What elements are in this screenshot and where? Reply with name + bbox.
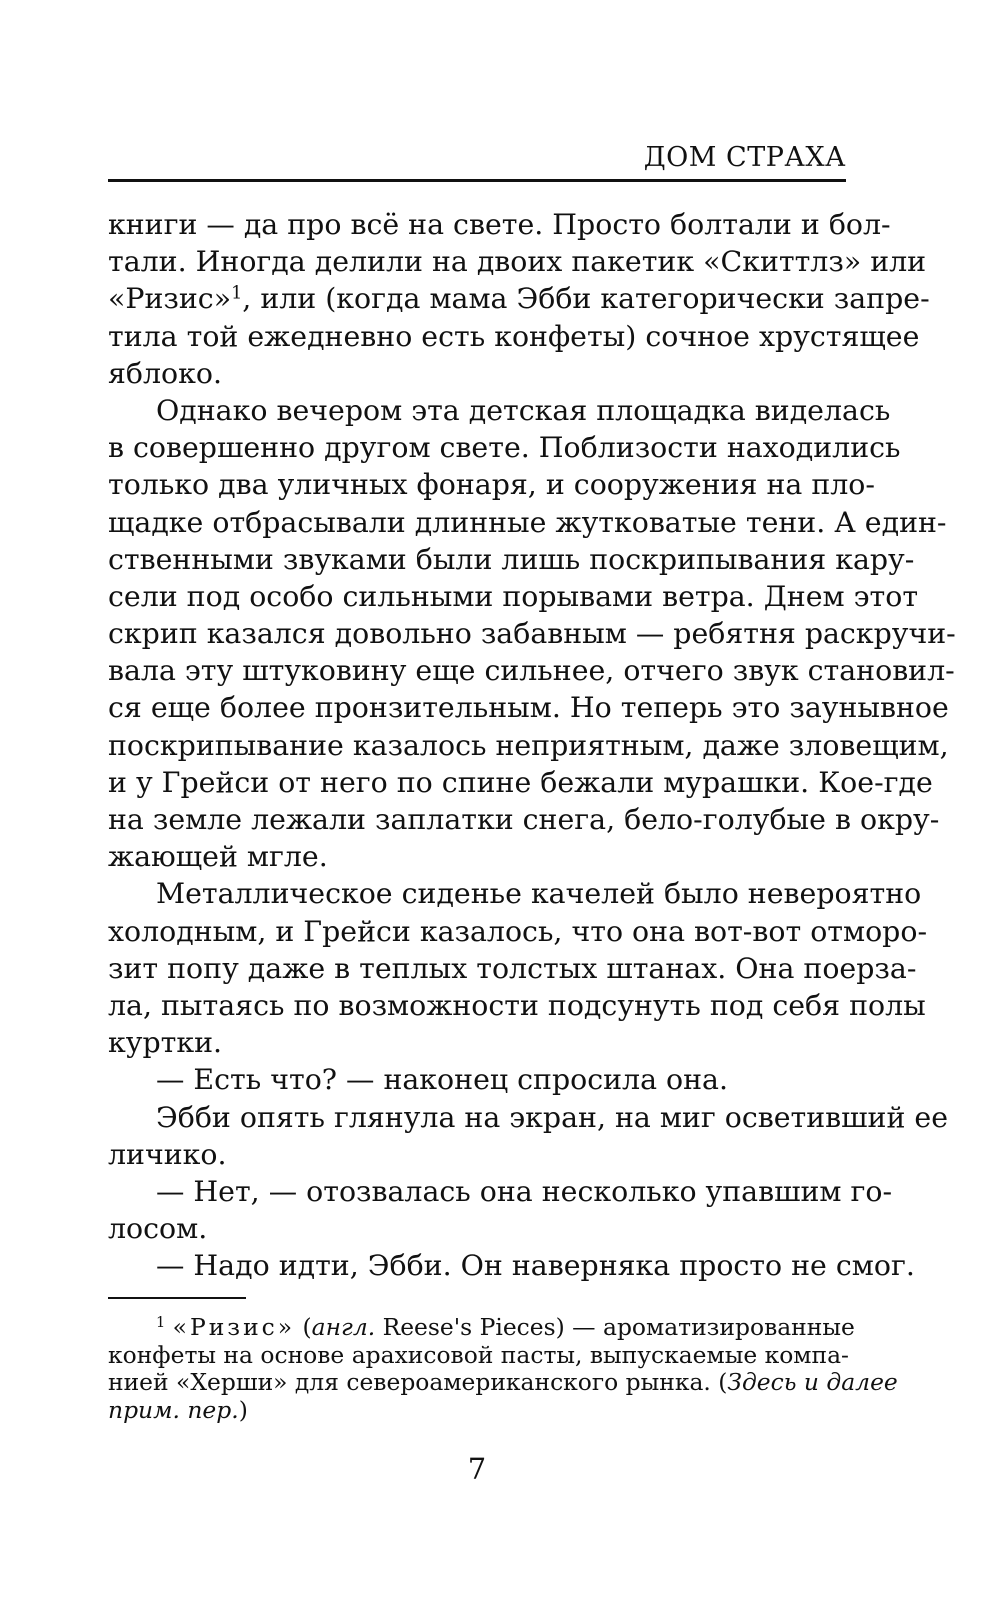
footnote-abbreviation: англ. [311,1313,376,1341]
text-line: тила той ежедневно есть конфеты) сочное хрустящее [108,319,920,353]
text-line [108,280,930,317]
text-line: в совершенно другом свете. Поблизости находились [108,431,901,465]
text-line: личико. [108,1137,227,1171]
text-fragment: нией «Херши» для североамериканского рынка. ( [108,1368,728,1397]
text-line: только два уличных фонаря, и сооружения на пло- [108,468,875,502]
footnote-rule [108,1297,246,1299]
text-fragment: , или (когда мама Эбби категорически запре- [242,282,930,316]
text-line: Эбби опять глянула на экран, на миг осветивший ее [156,1100,949,1134]
text-line: зит попу даже в теплых толстых штанах. Она поерза- [108,951,917,985]
running-title: ДОМ СТРАХА [643,142,846,173]
text-fragment: прим. пер. [108,1395,239,1424]
text-fragment: Reese's Pieces) — ароматизированные [375,1313,855,1341]
text-line: ся еще более пронзительным. Но теперь это заунывное [108,691,949,725]
text-fragment: ) [238,1395,248,1424]
text-line: и у Грейси от него по спине бежали мурашки. Кое-где [108,765,933,799]
text-line: на земле лежали заплатки снега, бело-голубые в окру- [108,803,940,836]
text-line: — Нет, — отозвалась она несколько упавшим го- [156,1174,893,1208]
text-line: тали. Иногда делили на двоих пакетик «Скиттлз» или [108,245,927,279]
footnote-line [108,1397,846,1425]
text-line: книги — да про всё на свете. Просто болтали и бол- [108,208,891,241]
body-text [108,206,956,1284]
text-fragment: «Ризис» [108,282,232,316]
text-line: скрип казался довольно забавным — ребятня раскручи- [108,617,956,651]
text-line: — Надо идти, Эбби. Он наверняка просто не смог. [156,1249,915,1283]
text-line: сели под особо сильными порывами ветра. Днем этот [108,579,919,613]
footnote-line [108,1313,855,1342]
text-line: щадке отбрасывали длинные жутковатые тени. А един- [108,505,947,539]
text-line: Однако вечером эта детская площадка виделась [156,393,891,427]
footnote-term: «Ризис» [172,1313,296,1341]
text-line: яблоко. [108,356,222,390]
text-line: Металлическое сиденье качелей было невероятно [156,877,922,911]
text-line: холодным, и Грейси казалось, что она вот-вот отморо- [108,914,928,948]
text-line: куртки. [108,1026,223,1060]
text-line: ла, пытаясь по возможности подсунуть под себя полы [108,988,926,1022]
text-line: — Есть что? — наконец спросила она. [156,1063,729,1097]
footnote-line: конфеты на основе арахисовой пасты, выпускаемые компа- [108,1340,849,1369]
text-fragment: ( [295,1313,312,1341]
text-line: лосом. [108,1212,208,1246]
text-fragment: Здесь и далее [727,1368,898,1397]
header-rule [108,179,846,182]
footnote-line [108,1368,898,1397]
text-line: вала эту штуковину еще сильнее, отчего звук становил- [108,654,955,688]
text-line: жающей мгле. [108,840,328,874]
page-number: 7 [467,1452,487,1486]
text-line: ственными звуками были лишь поскрипывания кару- [108,542,915,576]
footnote [108,1313,898,1424]
footnote-marker: 1 [156,1315,166,1332]
footnote-reference[interactable]: 1 [231,283,243,304]
text-line: поскрипывание казалось неприятным, даже зловещим, [108,728,949,762]
